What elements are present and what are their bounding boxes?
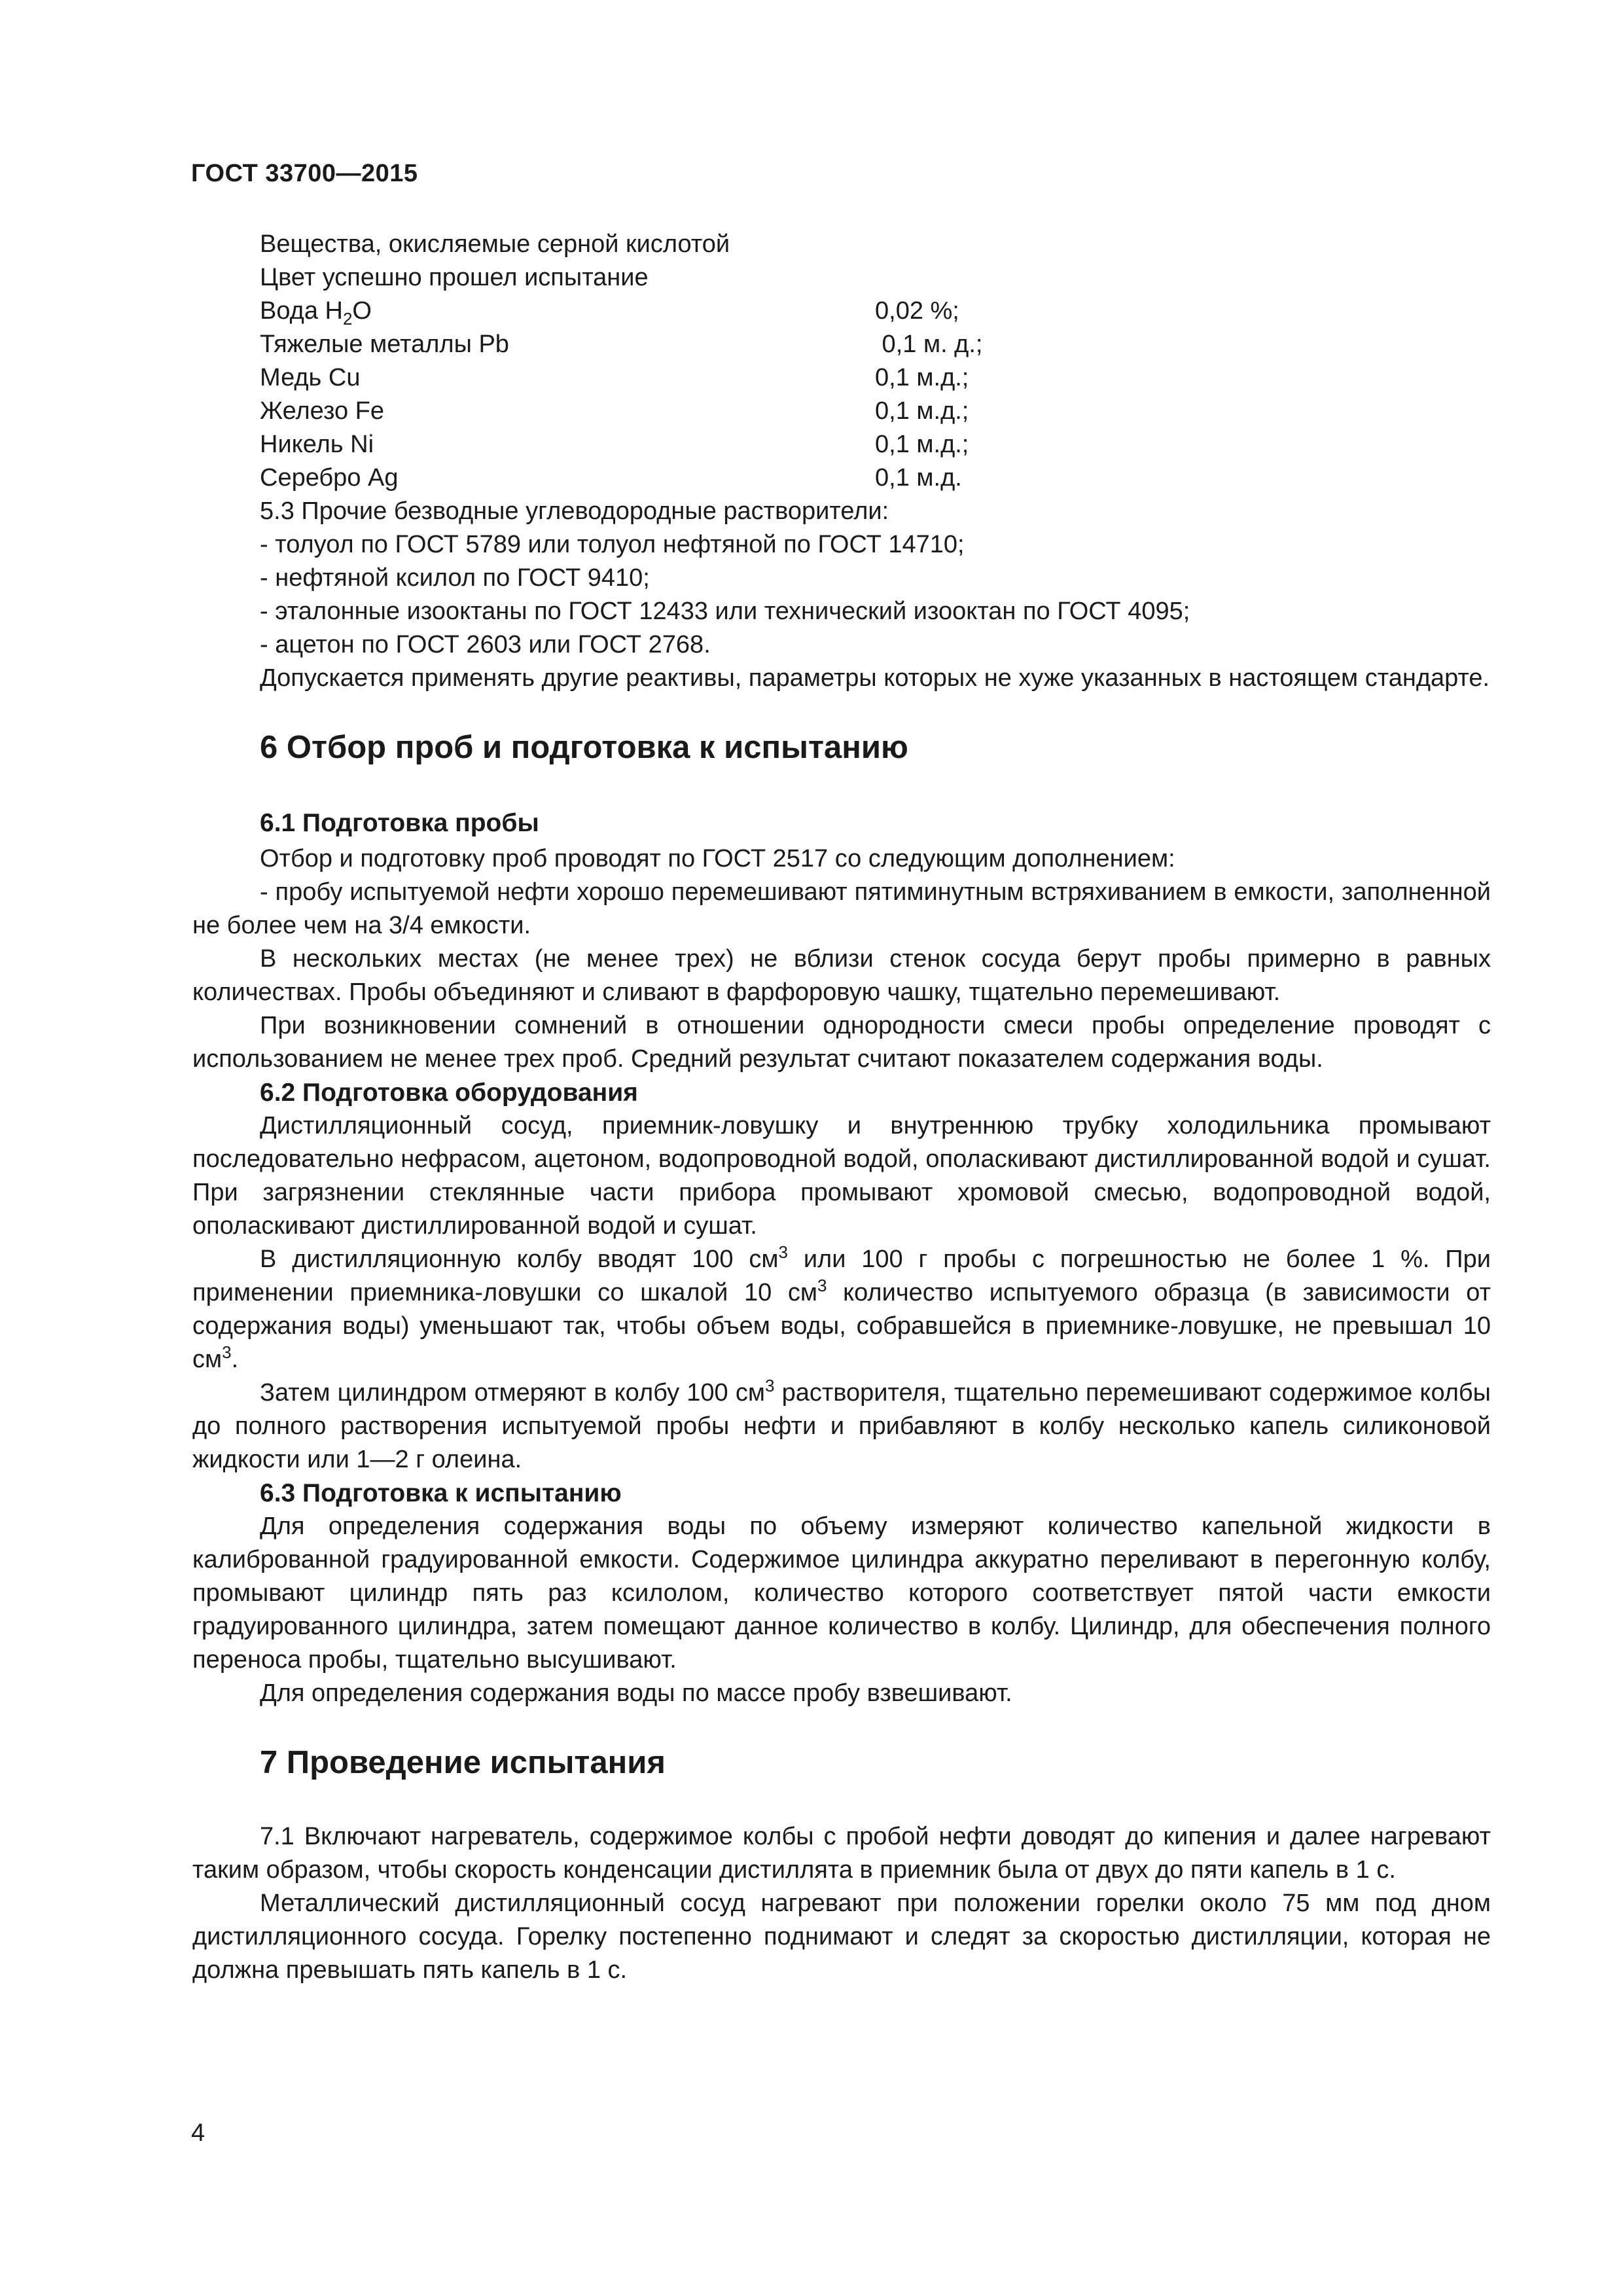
spec-value: 0,1 м.д.; <box>875 431 969 458</box>
spec-row-iron <box>192 395 1491 428</box>
spec-name: Никель Ni <box>260 431 374 458</box>
paragraph: При возникновении сомнений в отношении однородности смеси пробы определение проводят с использованием не менее трех проб. Средний результат считают показателем содержания воды. <box>192 1012 1491 1073</box>
paragraph: Допускается применять другие реактивы, параметры которых не хуже указанных в настоящем стандарте. <box>260 664 1490 692</box>
list-item: - толуол по ГОСТ 5789 или толуол нефтяной по ГОСТ 14710; <box>260 531 965 558</box>
list-item: - ацетон по ГОСТ 2603 или ГОСТ 2768. <box>260 631 711 658</box>
spec-value: 0,1 м.д.; <box>875 397 969 425</box>
spec-value: 0,1 м.д. <box>875 464 962 492</box>
spec-value: 0,1 м.д.; <box>875 364 969 391</box>
spec-name: Железо Fe <box>260 397 384 425</box>
spec-row-water <box>192 295 1491 328</box>
paragraph: В нескольких местах (не менее трех) не вблизи стенок сосуда берут пробы примерно в равных количествах. Пробы объединяют и сливают в фарфоровую чашку, тщательно перемешивают. <box>192 945 1491 1006</box>
paragraph: Отбор и подготовку проб проводят по ГОСТ 2517 со следующим дополнением: <box>260 845 1175 872</box>
subsection-6-1-heading: 6.1 Подготовка пробы <box>260 809 539 837</box>
intro-line: Цвет успешно прошел испытание <box>260 264 649 291</box>
section-6-heading: 6 Отбор проб и подготовка к испытанию <box>260 730 908 765</box>
section-7-heading: 7 Проведение испытания <box>260 1745 666 1780</box>
paragraph: Для определения содержания воды по массе пробу взвешивают. <box>260 1679 1012 1707</box>
spec-row-heavy-metals <box>192 328 1491 361</box>
spec-name: Тяжелые металлы Pb <box>260 331 509 358</box>
spec-value: 0,02 %; <box>875 297 959 325</box>
subsection-6-3-heading: 6.3 Подготовка к испытанию <box>260 1479 622 1507</box>
list-item: - нефтяной ксилол по ГОСТ 9410; <box>260 564 650 592</box>
spec-row-silver <box>192 461 1491 495</box>
page-number: 4 <box>191 2119 205 2147</box>
spec-name: Медь Cu <box>260 364 361 391</box>
paragraph: В дистилляционную колбу вводят 100 $см^3$ или 100 г пробы с погрешностью не более 1 %. При применении приемника-ловушки со шкалой 10 $см^3$ количество испытуемого образца (в зависимости от содержания воды) уменьшают так, чтобы объем воды, собравшейся в приемнике-ловушке, не превышал 10 $см^3$. <box>192 1242 1491 1373</box>
spec-name: Вода $H_2O$ <box>260 297 372 329</box>
paragraph: Затем цилиндром отмеряют в колбу 100 $см^3$ растворителя, тщательно перемешивают содержимое колбы до полного растворения испытуемой пробы нефти и прибавляют в колбу несколько капель силиконовой жидкости или 1—2 г олеина. <box>192 1376 1491 1473</box>
spec-row-nickel <box>192 428 1491 461</box>
paragraph: 7.1 Включают нагреватель, содержимое колбы с пробой нефти доводят до кипения и далее нагревают таким образом, чтобы скорость конденсации дистиллята в приемник была от двух до пяти капель в 1 с. <box>192 1823 1491 1884</box>
standard-header: ГОСТ 33700—2015 <box>191 160 418 187</box>
list-item: - эталонные изооктаны по ГОСТ 12433 или технический изооктан по ГОСТ 4095; <box>260 598 1190 625</box>
intro-line: Вещества, окисляемые серной кислотой <box>260 230 730 258</box>
spec-row-copper <box>192 361 1491 395</box>
section-5-3-title: 5.3 Прочие безводные углеводородные растворители: <box>260 497 889 525</box>
page-content <box>192 228 1491 1987</box>
paragraph: Металлический дистилляционный сосуд нагревают при положении горелки около 75 мм под дном дистилляционного сосуда. Горелку постепенно поднимают и следят за скоростью дистилляции, которая не должна превышать пять капель в 1 с. <box>192 1890 1491 1984</box>
paragraph: Дистилляционный сосуд, приемник-ловушку и внутреннюю трубку холодильника промывают последовательно нефрасом, ацетоном, водопроводной водой, ополаскивают дистиллированной водой и сушат. При загрязнении стеклянные части прибора промывают хромовой смесью, водопроводной водой, ополаскивают дистиллированной водой и сушат. <box>192 1112 1491 1240</box>
subsection-6-2-heading: 6.2 Подготовка оборудования <box>260 1079 638 1107</box>
spec-value: 0,1 м. д.; <box>875 331 983 358</box>
spec-name: Серебро Ag <box>260 464 399 492</box>
paragraph: - пробу испытуемой нефти хорошо перемешивают пятиминутным встряхиванием в емкости, заполненной не более чем на 3/4 емкости. <box>192 878 1491 939</box>
paragraph: Для определения содержания воды по объему измеряют количество капельной жидкости в калиброванной градуированной емкости. Содержимое цилиндра аккуратно переливают в перегонную колбу, промывают цилиндр пять раз ксилолом, количество которого соответствует пятой части емкости градуированного цилиндра, затем помещают данное количество в колбу. Цилиндр, для обеспечения полного переноса пробы, тщательно высушивают. <box>192 1513 1491 1674</box>
